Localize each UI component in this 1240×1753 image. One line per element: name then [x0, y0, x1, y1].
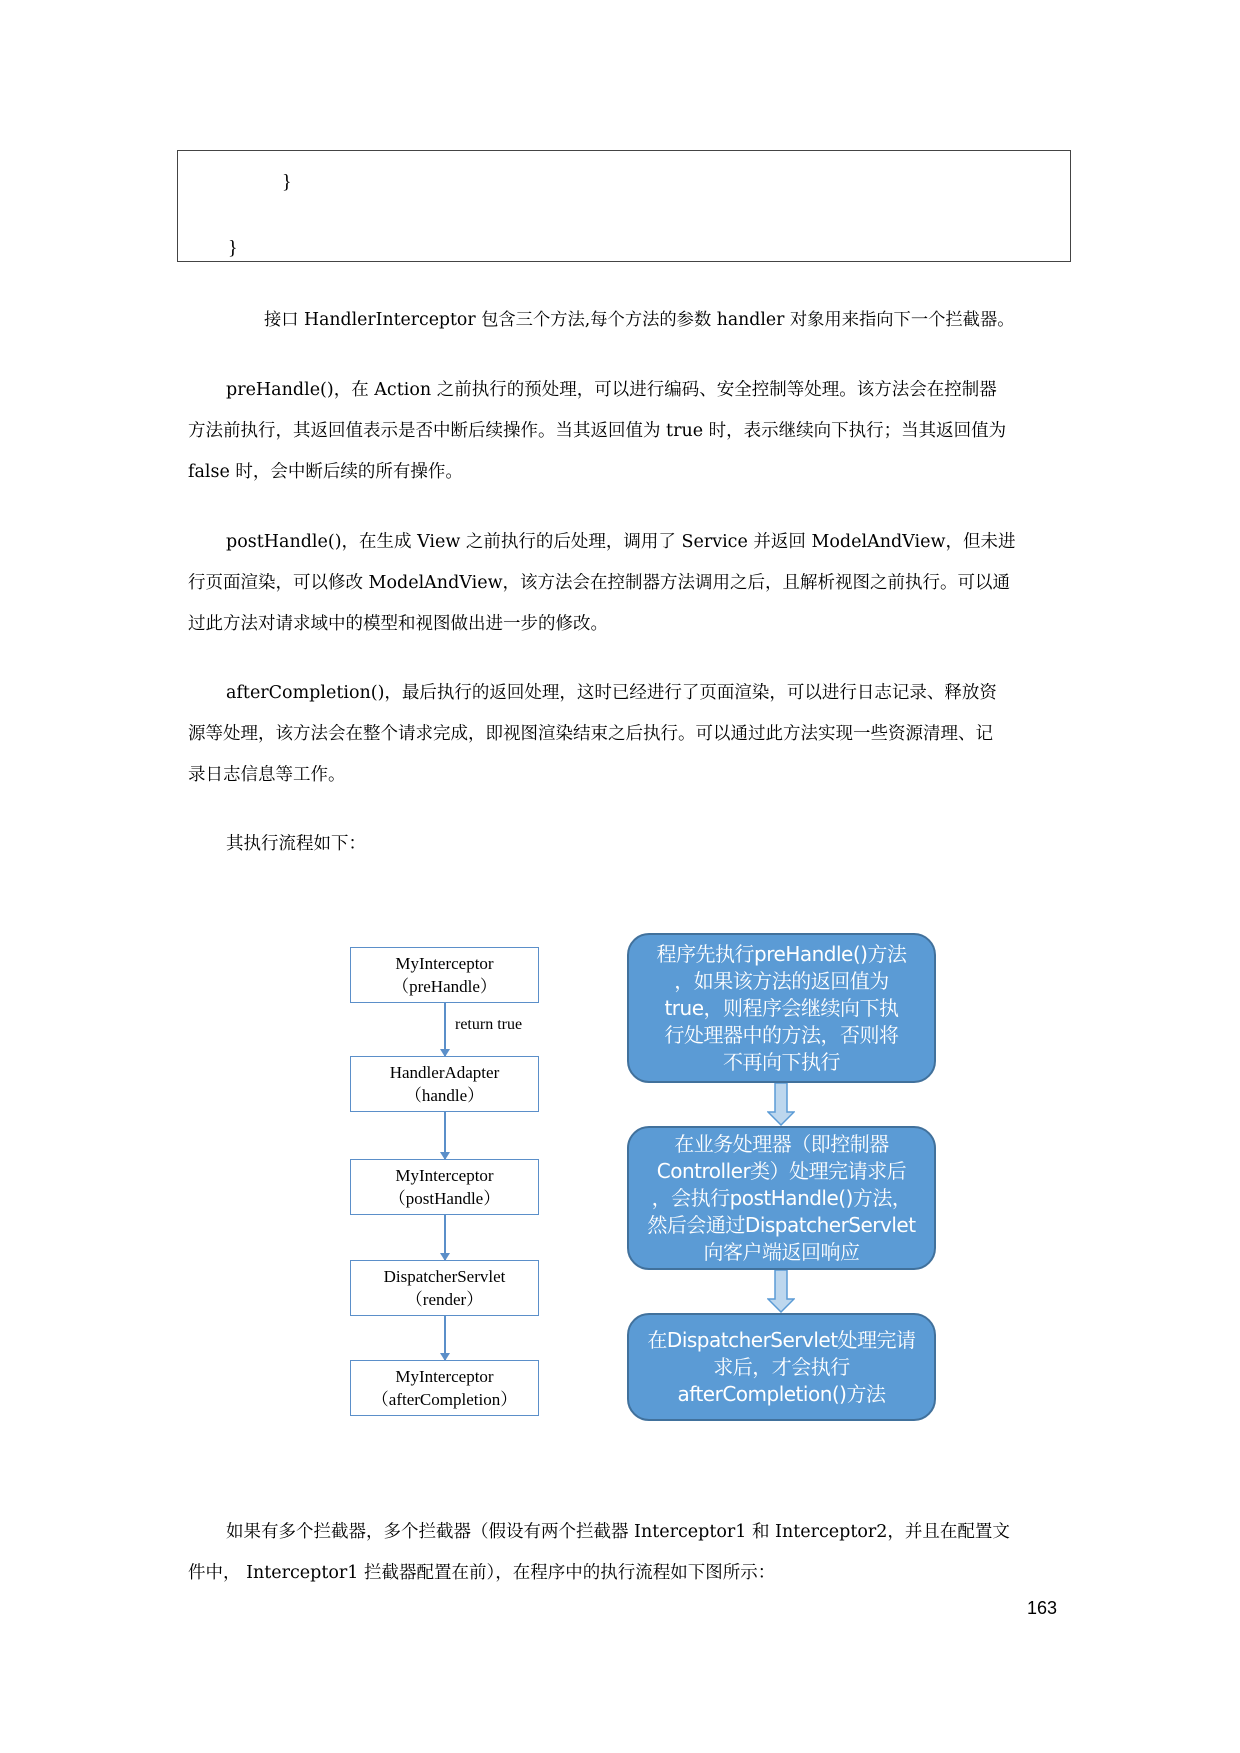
- flow-box-method: （postHandle）: [388, 1189, 501, 1208]
- text-line: 行页面渲染，可以修改 ModelAndView，该方法会在控制器方法调用之后，且解析视图之前执行。可以通: [188, 573, 1011, 593]
- note-posthandle: [627, 1126, 936, 1270]
- note-line: 然后会通过DispatcherServlet: [647, 1212, 916, 1237]
- code-snippet-box: [177, 150, 1071, 262]
- flow-box-aftercompletion: [350, 1360, 539, 1416]
- note-line: 程序先执行preHandle()方法: [656, 941, 907, 966]
- note-line: 在DispatcherServlet处理完请: [647, 1327, 916, 1352]
- flow-arrow: [444, 1112, 446, 1159]
- flow-box-title: HandlerAdapter: [389, 1063, 500, 1082]
- flow-box-render: [350, 1260, 539, 1316]
- text-line: 过此方法对请求域中的模型和视图做出进一步的修改。: [188, 614, 608, 634]
- flow-arrow: [444, 1215, 446, 1260]
- flow-arrow: [444, 1003, 446, 1056]
- text-line: 其执行流程如下：: [226, 834, 366, 854]
- note-line: afterCompletion()方法: [677, 1381, 886, 1406]
- note-line: 向客户端返回响应: [703, 1239, 860, 1264]
- note-line: 行处理器中的方法，否则将: [664, 1022, 899, 1047]
- flow-box-title: MyInterceptor: [395, 1367, 494, 1386]
- text-line: postHandle()，在生成 View 之前执行的后处理，调用了 Service 并返回 ModelAndView，但未进: [226, 532, 1016, 552]
- note-aftercompletion: [627, 1313, 936, 1421]
- text-line: 源等处理，该方法会在整个请求完成，即视图渲染结束之后执行。可以通过此方法实现一些资源清理、记: [188, 724, 993, 744]
- text-line: 录日志信息等工作。: [188, 765, 346, 785]
- flow-box-method: （render）: [405, 1290, 484, 1309]
- note-line: 求后，才会执行: [713, 1354, 850, 1379]
- text-line: 件中， Interceptor1 拦截器配置在前），在程序中的执行流程如下图所示：: [188, 1563, 776, 1583]
- page-number: 163: [1026, 1598, 1057, 1618]
- flow-box-title: MyInterceptor: [395, 1166, 494, 1185]
- note-line: ，如果该方法的返回值为: [674, 968, 889, 993]
- flow-box-title: MyInterceptor: [395, 954, 494, 973]
- flow-box-method: （preHandle）: [392, 977, 497, 996]
- note-prehandle: [627, 933, 936, 1083]
- code-closing-brace-outer: }: [228, 237, 238, 259]
- paragraph-multiple-interceptors: [188, 1512, 1058, 1594]
- paragraph-prehandle: [188, 370, 1058, 493]
- note-line: 在业务处理器（即控制器: [674, 1131, 889, 1156]
- text-line: false 时，会中断后续的所有操作。: [188, 462, 463, 482]
- flow-box-method: （afterCompletion）: [371, 1390, 518, 1409]
- paragraph-aftercompletion: [188, 673, 1058, 796]
- note-line: Controller类）处理完请求后: [656, 1158, 907, 1183]
- flow-edge-label: return true: [455, 1016, 523, 1033]
- flow-arrow: [444, 1316, 446, 1360]
- flow-box-prehandle: [350, 947, 539, 1003]
- paragraph-posthandle: [188, 522, 1058, 645]
- flow-box-posthandle: [350, 1159, 539, 1215]
- text-line: 如果有多个拦截器，多个拦截器（假设有两个拦截器 Interceptor1 和 Interceptor2，并且在配置文: [226, 1522, 1010, 1542]
- text-line: 接口 HandlerInterceptor 包含三个方法,每个方法的参数 handler 对象用来指向下一个拦截器。: [264, 310, 1015, 330]
- paragraph-flow-intro: [188, 824, 1058, 865]
- text-line: preHandle()，在 Action 之前执行的预处理，可以进行编码、安全控制等处理。该方法会在控制器: [226, 380, 997, 400]
- flow-box-handle: [350, 1056, 539, 1112]
- note-line: ，会执行postHandle()方法，: [651, 1185, 912, 1210]
- text-line: afterCompletion()，最后执行的返回处理，这时已经进行了页面渲染，可以进行日志记录、释放资: [226, 683, 997, 703]
- note-line: 不再向下执行: [723, 1049, 840, 1074]
- paragraph-interface-intro: [188, 300, 1058, 341]
- flow-box-method: （handle）: [404, 1086, 485, 1105]
- note-arrow-icon: [767, 1270, 795, 1313]
- note-line: true，则程序会继续向下执: [664, 995, 899, 1020]
- note-arrow-icon: [767, 1083, 795, 1126]
- code-closing-brace-inner: }: [282, 171, 292, 193]
- text-line: 方法前执行，其返回值表示是否中断后续操作。当其返回值为 true 时，表示继续向下执行；当其返回值为: [188, 421, 1007, 441]
- flow-box-title: DispatcherServlet: [383, 1267, 506, 1286]
